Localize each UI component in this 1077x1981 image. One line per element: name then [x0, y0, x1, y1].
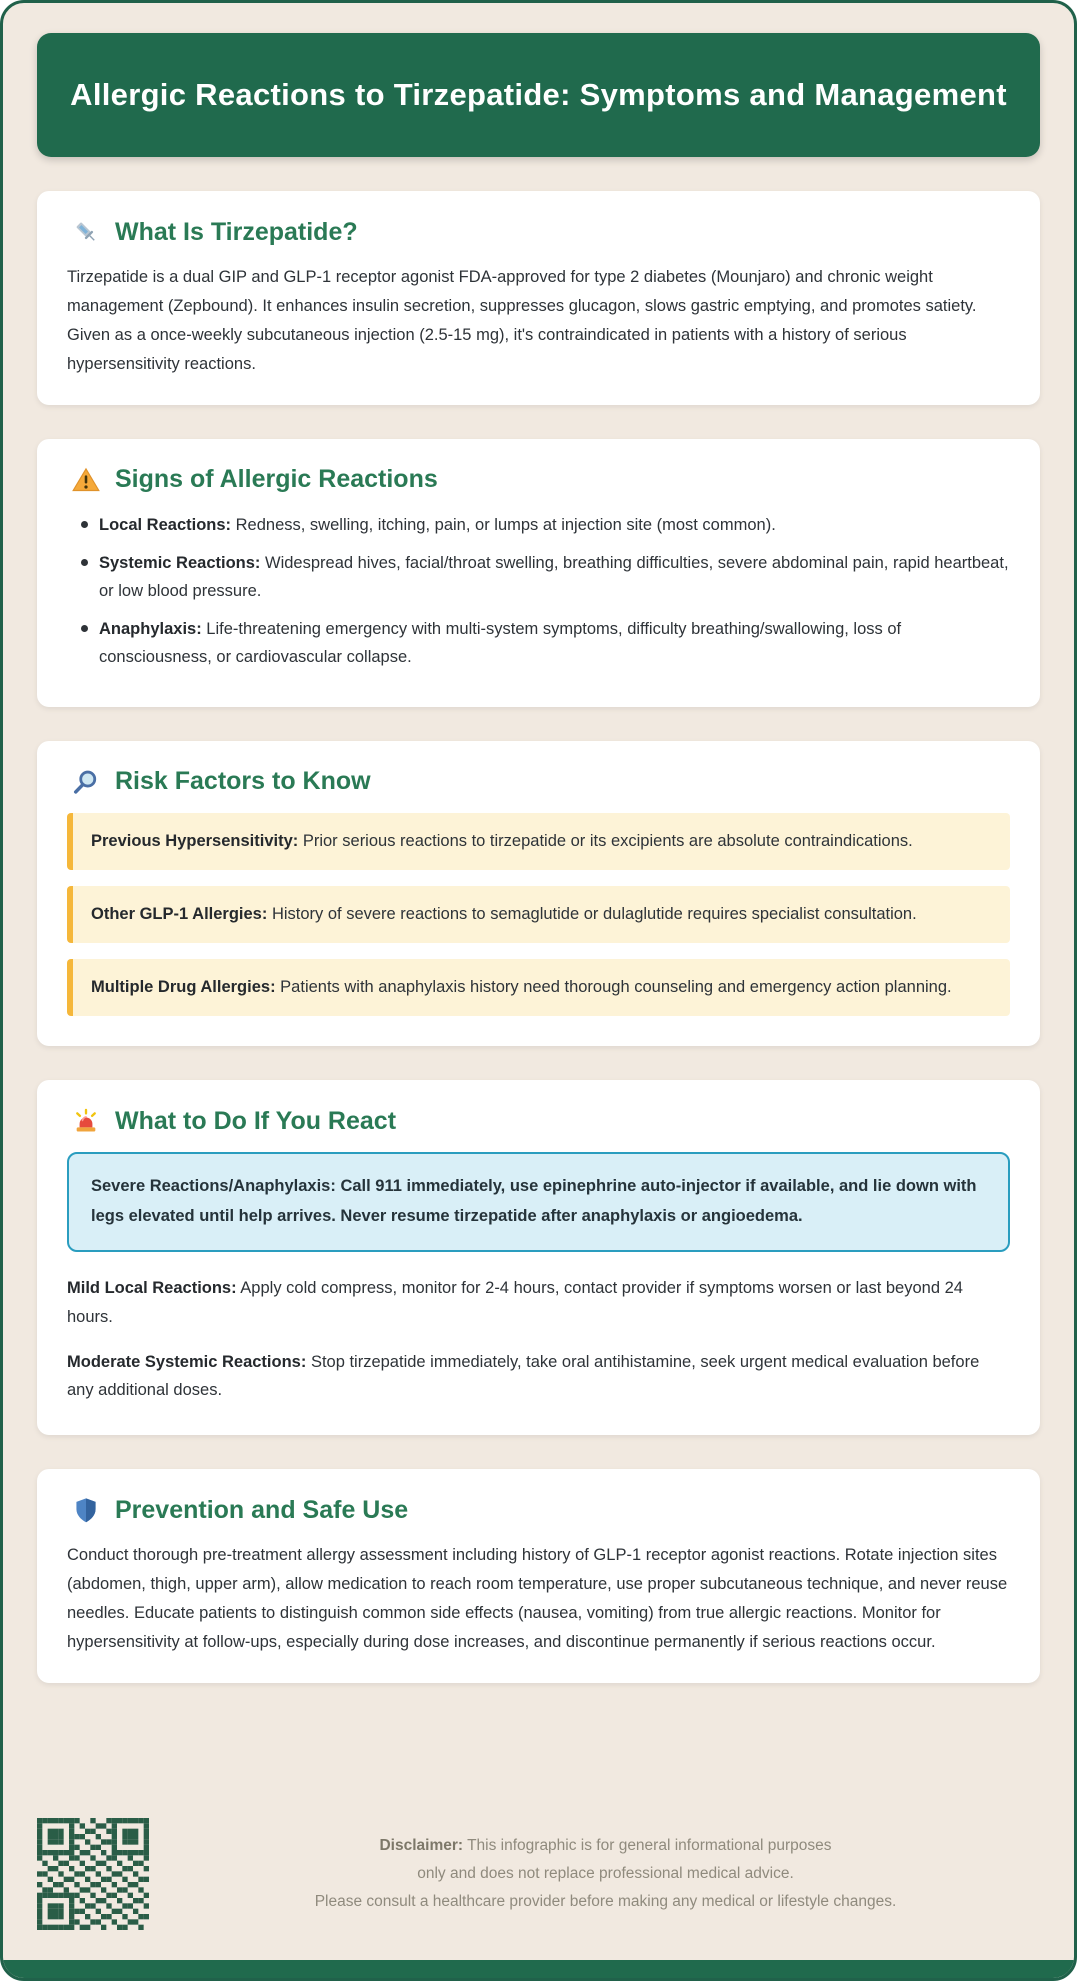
risk-highlight: Previous Hypersensitivity: Prior serious reactions to tirzepatide or its excipients are absolute contraindications.	[67, 813, 1010, 870]
disclaimer-line: Please consult a healthcare provider before making any medical or lifestyle changes.	[314, 1892, 897, 1910]
section-title: Risk Factors to Know	[115, 767, 371, 796]
risk-highlight: Multiple Drug Allergies: Patients with anaphylaxis history need thorough counseling and emergency action planning.	[67, 959, 1010, 1016]
section-what-is-tirzepatide	[37, 191, 1040, 405]
header-banner	[37, 33, 1040, 157]
section-heading	[67, 217, 1010, 247]
section-heading	[67, 767, 1010, 797]
section-title: Signs of Allergic Reactions	[115, 465, 438, 493]
mild-reactions-paragraph: Mild Local Reactions: Apply cold compress, monitor for 2-4 hours, contact provider if symptoms worsen or last beyond 24 hours.	[67, 1278, 963, 1326]
section-heading	[67, 1495, 1010, 1525]
list-item: Anaphylaxis: Life-threatening emergency with multi-system symptoms, difficulty breathing/swallowing, loss of consciousness, or cardiovascular collapse.	[77, 615, 1010, 671]
signs-list	[67, 511, 1010, 671]
shield-icon	[71, 1495, 101, 1525]
section-title: What to Do If You React	[115, 1106, 397, 1135]
list-item: Systemic Reactions: Widespread hives, facial/throat swelling, breathing difficulties, severe abdominal pain, rapid heartbeat, or low blood pressure.	[77, 549, 1010, 605]
qr-code	[37, 1818, 149, 1930]
section-title: What Is Tirzepatide?	[115, 217, 358, 246]
footer	[3, 1812, 1074, 1960]
moderate-reactions-paragraph: Moderate Systemic Reactions: Stop tirzepatide immediately, take oral antihistamine, seek urgent medical evaluation before any additional doses.	[67, 1352, 980, 1400]
section-title: Prevention and Safe Use	[115, 1495, 409, 1524]
disclaimer-line: Disclaimer: This infographic is for general informational purposes	[379, 1837, 832, 1855]
alarm-light-icon	[71, 1106, 101, 1136]
disclaimer-line: only and does not replace professional medical advice.	[417, 1865, 794, 1883]
section-risk-factors	[37, 741, 1040, 1047]
page-title: Allergic Reactions to Tirzepatide: Symptoms and Management	[70, 77, 1007, 112]
warning-icon	[71, 465, 101, 495]
section-body: Tirzepatide is a dual GIP and GLP-1 receptor agonist FDA-approved for type 2 diabetes (Mounjaro) and chronic weight management (Zepbound). It enhances insulin secretion, suppresses glucagon, slows gastric emptying, and promotes satiety. Given as a once-weekly subcutaneous injection (2.5-15 mg), it's contraindicated in patients with a history of serious hypersensitivity reactions.	[67, 268, 977, 373]
section-signs-of-allergic-reactions	[37, 439, 1040, 707]
disclaimer	[171, 1832, 1040, 1916]
bottom-green-bar	[3, 1960, 1074, 1978]
syringe-icon	[71, 217, 101, 247]
section-heading	[67, 465, 1010, 495]
section-prevention	[37, 1469, 1040, 1683]
section-body: Conduct thorough pre-treatment allergy assessment including history of GLP-1 receptor agonist reactions. Rotate injection sites (abdomen, thigh, upper arm), allow medication to reach room temperature, use proper subcutaneous technique, and never reuse needles. Educate patients to distinguish common side effects (nausea, vomiting) from true allergic reactions. Monitor for hypersensitivity at follow-ups, especially during dose increases, and discontinue permanently if serious reactions occur.	[67, 1546, 1008, 1651]
list-item: Local Reactions: Redness, swelling, itching, pain, or lumps at injection site (most common).	[77, 511, 1010, 539]
emergency-alert-box: Severe Reactions/Anaphylaxis: Call 911 immediately, use epinephrine auto-injector if available, and lie down with legs elevated until help arrives. Never resume tirzepatide after anaphylaxis or angioedema.	[67, 1152, 1010, 1251]
section-what-to-do	[37, 1080, 1040, 1435]
content-area	[3, 3, 1074, 1717]
magnifier-icon	[71, 767, 101, 797]
risk-highlight: Other GLP-1 Allergies: History of severe reactions to semaglutide or dulaglutide requires specialist consultation.	[67, 886, 1010, 943]
section-heading	[67, 1106, 1010, 1136]
